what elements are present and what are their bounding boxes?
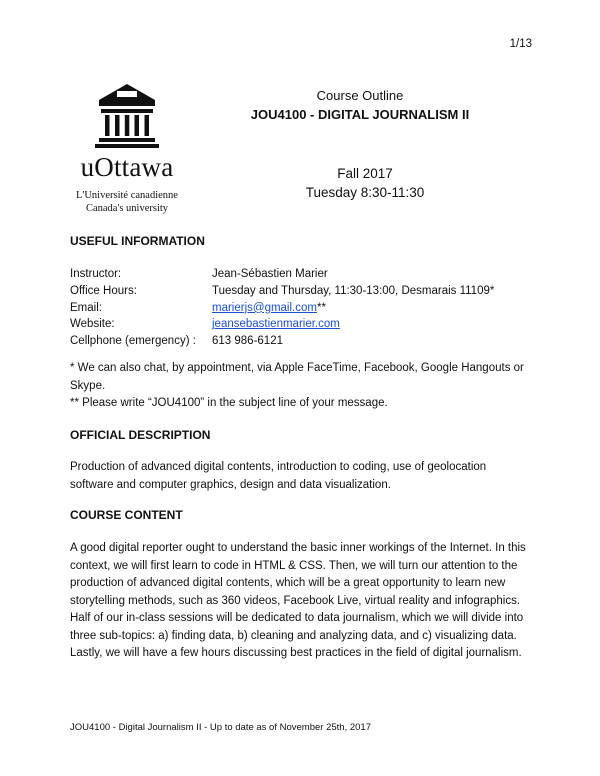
logo-wordmark: uOttawa	[80, 152, 174, 182]
document-title: Course Outline	[316, 88, 404, 103]
email-link[interactable]: marierjs@gmail.com	[212, 301, 317, 314]
note-availability: * We can also chat, by appointment, via Apple FaceTime, Facebook, Google Hangouts or Skype.	[70, 362, 524, 392]
info-value: Jean-Sébastien Marier	[212, 268, 328, 280]
email-suffix: **	[316, 301, 326, 314]
schedule-label: Tuesday 8:30-11:30	[305, 185, 425, 200]
page-number: 1/13	[509, 38, 532, 50]
info-row-email	[70, 300, 494, 317]
official-description-text: Production of advanced digital contents, introduction to coding, use of geolocation software and computer graphics, design and data visualization.	[70, 461, 487, 491]
course-term	[270, 164, 460, 202]
term-label: Fall 2017	[337, 166, 393, 181]
logo-tagline-fr: L'Université canadienne	[76, 190, 178, 201]
info-label: Instructor:	[70, 268, 122, 280]
info-label: Cellphone (emergency) :	[70, 335, 196, 348]
info-row-cellphone	[70, 333, 494, 350]
info-value: Tuesday and Thursday, 11:30-13:00, Desmarais 11109*	[212, 284, 495, 297]
official-description-heading: OFFICIAL DESCRIPTION	[70, 428, 211, 442]
course-title: JOU4100 - DIGITAL JOURNALISM II	[250, 107, 470, 122]
info-label: Email:	[70, 301, 102, 314]
useful-info-heading: USEFUL INFORMATION	[70, 234, 205, 248]
note-subject-line: ** Please write “JOU4100” in the subject line of your message.	[70, 397, 388, 409]
university-building-icon	[95, 82, 159, 148]
uottawa-logo	[68, 82, 186, 215]
info-row-office-hours	[70, 283, 494, 300]
useful-info-table	[70, 266, 494, 350]
logo-tagline-en: Canada's university	[85, 203, 169, 214]
info-value: 613 986-6121	[212, 335, 283, 348]
page-footer: JOU4100 - Digital Journalism II - Up to date as of November 25th, 2017	[70, 722, 371, 733]
info-row-website	[70, 316, 494, 333]
info-label: Website:	[70, 318, 115, 331]
course-content-text: A good digital reporter ought to understand the basic inner workings of the Internet. In this context, we will first learn to code in HTML & CSS. Then, we will turn our attention to the production of advanced digital contents, which will be a great opportunity to learn new storytelling methods, such as 360 videos, Facebook Live, virtual reality and infographics. Half of our in-class sessions will be dedicated to data journalism, which we will divide into three sub-topics: a) finding data, b) cleaning and analyzing data, and c) visualizing data. Lastly, we will have a few hours discussing best practices in the field of digital journalism.	[70, 542, 526, 659]
contact-notes	[70, 360, 532, 413]
info-row-instructor	[70, 266, 494, 283]
info-label: Office Hours:	[70, 284, 137, 297]
logo-tagline	[68, 189, 186, 215]
website-link[interactable]: jeansebastienmarier.com	[212, 318, 340, 331]
course-content-heading: COURSE CONTENT	[70, 508, 183, 522]
